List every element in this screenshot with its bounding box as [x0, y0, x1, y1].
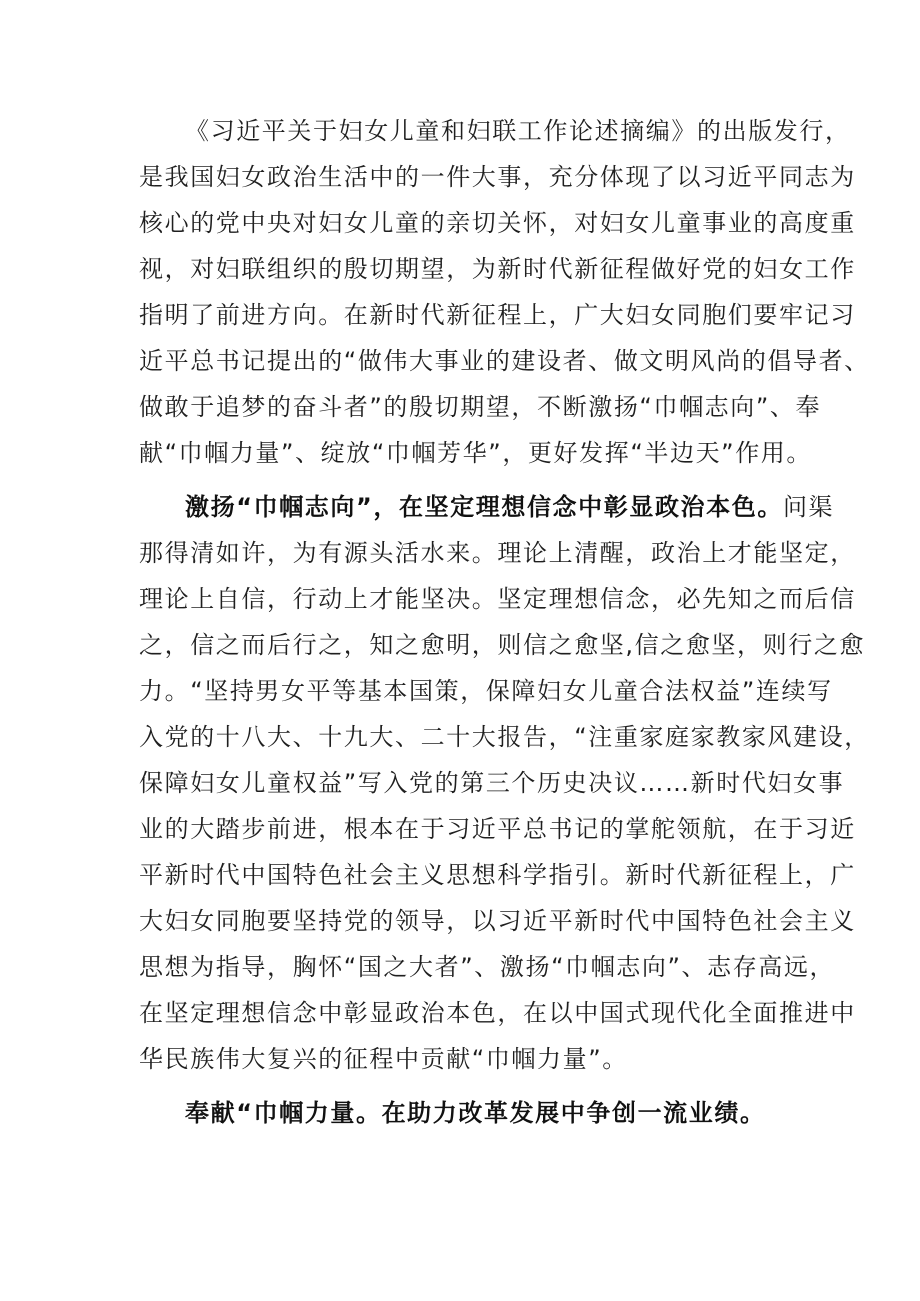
paragraph-2-line-5: 入党的十八大、十九大、二十大报告，“注重家庭家教家风建设，: [139, 723, 870, 751]
paragraph-2-line-3: 之，信之而后行之，知之愈明，则信之愈坚,信之愈坚，则行之愈: [139, 631, 866, 659]
paragraph-2-line-2: 理论上自信，行动上才能坚决。坚定理想信念，必先知之而后信: [139, 585, 856, 613]
paragraph-2-line-4: 力。“坚持男女平等基本国策，保障妇女儿童合法权益”连续写: [139, 677, 833, 705]
paragraph-1-line-6: 近平总书记提出的“做伟大事业的建设者、做文明风尚的倡导者、: [139, 347, 870, 375]
paragraph-1-line-5: 指明了前进方向。在新时代新征程上，广大妇女同胞们要牢记习: [139, 301, 856, 329]
paragraph-1-line-7: 做敢于追梦的奋斗者”的殷切期望，不断激扬“巾帼志向”、奉: [139, 393, 822, 421]
paragraph-2-line-9: 大妇女同胞要坚持党的领导，以习近平新时代中国特色社会主义: [139, 907, 856, 935]
paragraph-2-line-7: 业的大踏步前进，根本在于习近平总书记的掌舵领航，在于习近: [139, 815, 856, 843]
paragraph-1-line-4: 视，对妇联组织的殷切期望，为新时代新征程做好党的妇女工作: [139, 255, 856, 283]
paragraph-2-line-6: 保障妇女儿童权益”写入党的第三个历史决议……新时代妇女事: [139, 769, 845, 797]
paragraph-1-line-2: 是我国妇女政治生活中的一件大事，充分体现了以习近平同志为: [139, 163, 856, 191]
paragraph-2-line-8: 平新时代中国特色社会主义思想科学指引。新时代新征程上，广: [139, 861, 856, 889]
paragraph-2-line-11: 在坚定理想信念中彰显政治本色，在以中国式现代化全面推进中: [139, 999, 856, 1027]
paragraph-2-line-10: 思想为指导，胸怀“国之大者”、激扬“巾帼志向”、志存高远，: [139, 953, 836, 981]
paragraph-1-line-8: 献“巾帼力量”、绽放“巾帼芳华”，更好发挥“半边天”作用。: [139, 439, 812, 467]
paragraph-1-line-3: 核心的党中央对妇女儿童的亲切关怀，对妇女儿童事业的高度重: [139, 209, 856, 237]
paragraph-1-line-1: 《习近平关于妇女儿童和妇联工作论述摘编》的出版发行，: [185, 117, 851, 145]
paragraph-2-first-line: [185, 492, 834, 522]
paragraph-3-heading: 奉献“巾帼力量。在助力改革发展中争创一流业绩。: [185, 1099, 766, 1127]
paragraph-2-heading: 激扬“巾帼志向”，在坚定理想信念中彰显政治本色。: [185, 493, 783, 521]
paragraph-2-first-tail: 问渠: [782, 493, 835, 521]
paragraph-2-line-12: 华民族伟大复兴的征程中贡献“巾帼力量”。: [139, 1045, 628, 1073]
paragraph-2-line-1: 那得清如许，为有源头活水来。理论上清醒，政治上才能坚定，: [139, 539, 856, 567]
